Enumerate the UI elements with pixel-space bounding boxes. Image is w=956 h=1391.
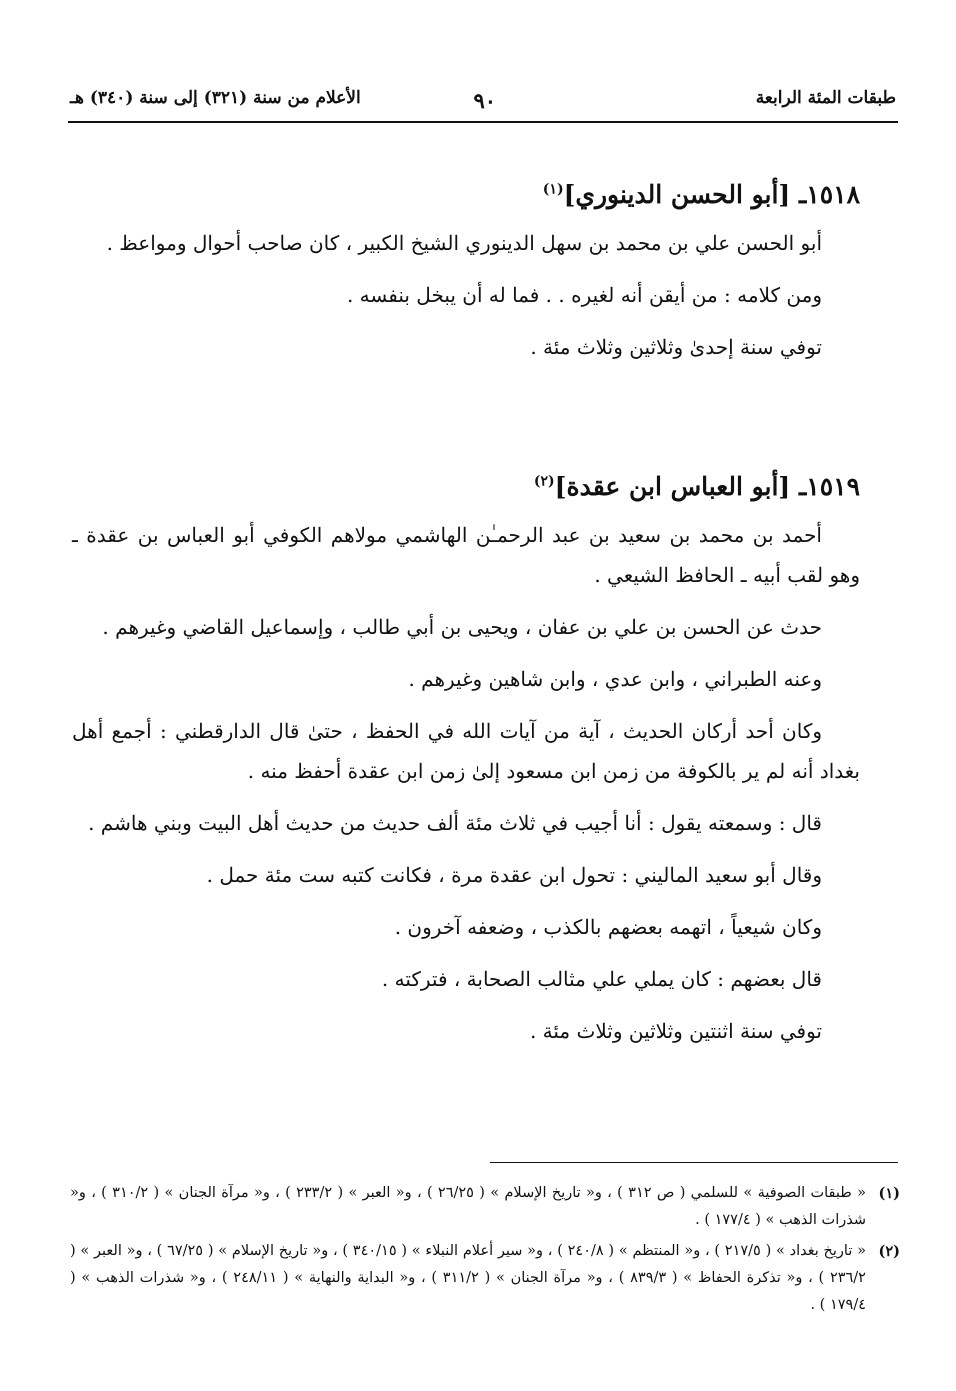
paragraph: وكان أحد أركان الحديث ، آية من آيات الله في الحفظ ، حتىٰ قال الدارقطني : أجمع أهل بغداد أنه لم ير بالكوفة من زمن ابن مسعود إلىٰ زمن ابن عقدة أحفظ منه . bbox=[72, 719, 860, 783]
paragraph: أبو الحسن علي بن محمد بن سهل الدينوري الشيخ الكبير ، كان صاحب أحوال ومواعظ . bbox=[106, 231, 822, 255]
paragraph: وقال أبو سعيد الماليني : تحول ابن عقدة مرة ، فكانت كتبه ست مئة حمل . bbox=[206, 863, 822, 887]
footnote-number: (٢) bbox=[878, 1243, 900, 1260]
paragraph: قال بعضهم : كان يملي علي مثالب الصحابة ، فتركته . bbox=[381, 967, 822, 991]
footnote-text: « طبقات الصوفية » للسلمي ( ص ٣١٢ ) ، و« تاريخ الإسلام » ( ٢٦/٢٥ ) ، و« العبر » ( ٢٣٣/٢ ) ، و« مرآة الجنان » ( ٣١٠/٢ ) ، و« شذرات الذهب » ( ١٧٧/٤ ) . bbox=[70, 1185, 866, 1228]
entry-1519 bbox=[72, 472, 860, 1051]
paragraph: أحمد بن محمد بن سعيد بن عبد الرحمـٰن الهاشمي مولاهم الكوفي أبو العباس بن عقدة ـ وهو لقب أبيه ـ الحافظ الشيعي . bbox=[72, 523, 860, 587]
footnotes bbox=[70, 1180, 900, 1323]
footnote-rule bbox=[490, 1162, 898, 1163]
paragraph: توفي سنة اثنتين وثلاثين وثلاث مئة . bbox=[529, 1019, 822, 1043]
paragraph: توفي سنة إحدىٰ وثلاثين وثلاث مئة . bbox=[530, 335, 822, 359]
entry-1518 bbox=[72, 180, 860, 367]
footnote-ref: (٢) bbox=[533, 473, 555, 490]
header-section-title: طبقات المئة الرابعة bbox=[755, 88, 896, 108]
footnote-ref: (١) bbox=[542, 181, 564, 198]
paragraph: ومن كلامه : من أيقن أنه لغيره . . فما له أن يبخل بنفسه . bbox=[346, 283, 822, 307]
entry-title bbox=[72, 472, 860, 501]
header-date-range: الأعلام من سنة (٣٢١) إلى سنة (٣٤٠) هـ bbox=[70, 88, 361, 108]
entry-title-text: ١٥١٩ـ [أبو العباس ابن عقدة] bbox=[554, 472, 860, 501]
footnote bbox=[70, 1238, 900, 1319]
header-rule bbox=[68, 121, 898, 123]
running-header bbox=[70, 88, 896, 112]
paragraph: قال : وسمعته يقول : أنا أجيب في ثلاث مئة ألف حديث من حديث أهل البيت وبني هاشم . bbox=[88, 811, 822, 835]
footnote-number: (١) bbox=[878, 1185, 900, 1202]
paragraph: حدث عن الحسن بن علي بن عفان ، ويحيى بن أبي طالب ، وإسماعيل القاضي وغيرهم . bbox=[102, 615, 822, 639]
paragraph: وعنه الطبراني ، وابن عدي ، وابن شاهين وغيرهم . bbox=[408, 667, 822, 691]
entry-title bbox=[72, 180, 860, 209]
entry-title-text: ١٥١٨ـ [أبو الحسن الدينوري] bbox=[563, 180, 860, 209]
page-number: ٩٠ bbox=[473, 88, 496, 113]
footnote-text: « تاريخ بغداد » ( ٢١٧/٥ ) ، و« المنتظم » ( ٢٤٠/٨ ) ، و« سير أعلام النبلاء » ( ٣٤٠/١٥ ) ، و« تاريخ الإسلام » ( ٦٧/٢٥ ) ، و« العبر » ( ٢٣٦/٢ ) ، و« تذكرة الحفاظ » ( ٨٣٩/٣ ) ، و« مرآة الجنان » ( ٣١١/٢ ) ، و« البداية والنهاية » ( ٢٤٨/١١ ) ، و« شذرات الذهب » ( ١٧٩/٤ ) . bbox=[70, 1243, 866, 1313]
footnote bbox=[70, 1180, 900, 1234]
paragraph: وكان شيعياً ، اتهمه بعضهم بالكذب ، وضعفه آخرون . bbox=[394, 915, 822, 939]
